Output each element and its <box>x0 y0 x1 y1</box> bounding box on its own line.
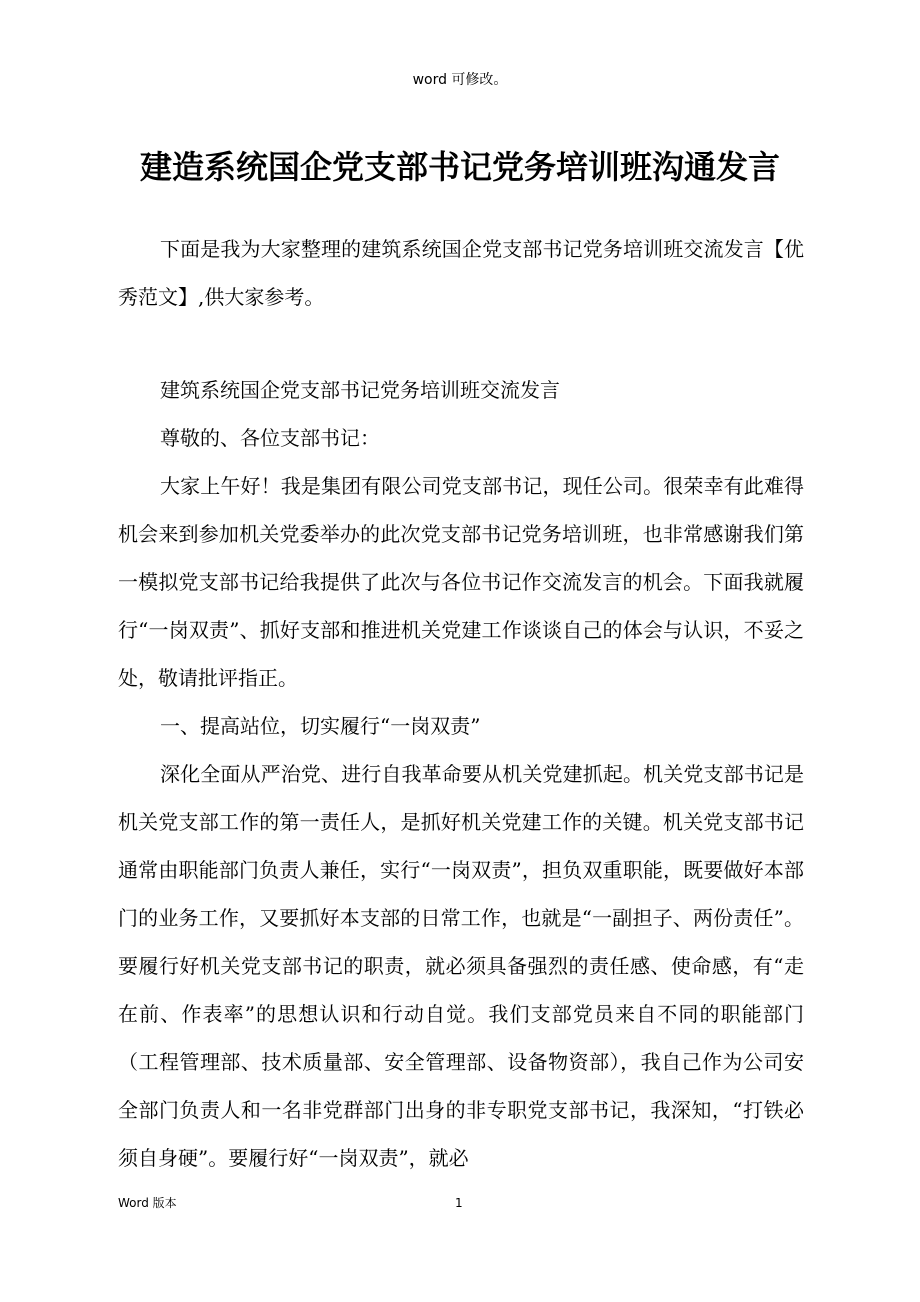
body-paragraph-2: 深化全面从严治党、进行自我革命要从机关党建抓起。机关党支部书记是机关党支部工作的第一责任人，是抓好机关党建工作的关键。机关党支部书记通常由职能部门负责人兼任，实行“一岗双责”，担负双重职能，既要做好本部门的业务工作，又要抓好本支部的日常工作，也就是“一副担子、两份责任”。要履行好机关党支部书记的职责，就必须具备强烈的责任感、使命感，有“走在前、作表率”的思想认识和行动自觉。我们支部党员来自不同的职能部门（工程管理部、技术质量部、安全管理部、设备物资部），我自己作为公司安全部门负责人和一名非党群部门出身的非专职党支部书记，我深知，“打铁必须自身硬”。要履行好“一岗双责”，就必 <box>118 762 804 1170</box>
speech-subtitle: 建筑系统国企党支部书记党务培训班交流发言 <box>160 378 560 402</box>
salutation: 尊敬的、各位支部书记： <box>160 426 380 450</box>
footer-version-label: Word 版本 <box>118 1196 177 1210</box>
footer-page-number: 1 <box>455 1196 463 1210</box>
section-heading-1: 一、提高站位，切实履行“一岗双责” <box>160 714 481 738</box>
page-header-note: word 可修改。 <box>412 72 508 88</box>
document-title: 建造系统国企党支部书记党务培训班沟通发言 <box>139 148 780 186</box>
intro-paragraph: 下面是我为大家整理的建筑系统国企党支部书记党务培训班交流发言【优秀范文】,供大家参考。 <box>118 237 804 309</box>
body-paragraph-1: 大家上午好！我是集团有限公司党支部书记，现任公司。很荣幸有此难得机会来到参加机关党委举办的此次党支部书记党务培训班，也非常感谢我们第一模拟党支部书记给我提供了此次与各位书记作交流发言的机会。下面我就履行“一岗双责”、抓好支部和推进机关党建工作谈谈自己的体会与认识，不妥之处，敬请批评指正。 <box>118 474 804 690</box>
